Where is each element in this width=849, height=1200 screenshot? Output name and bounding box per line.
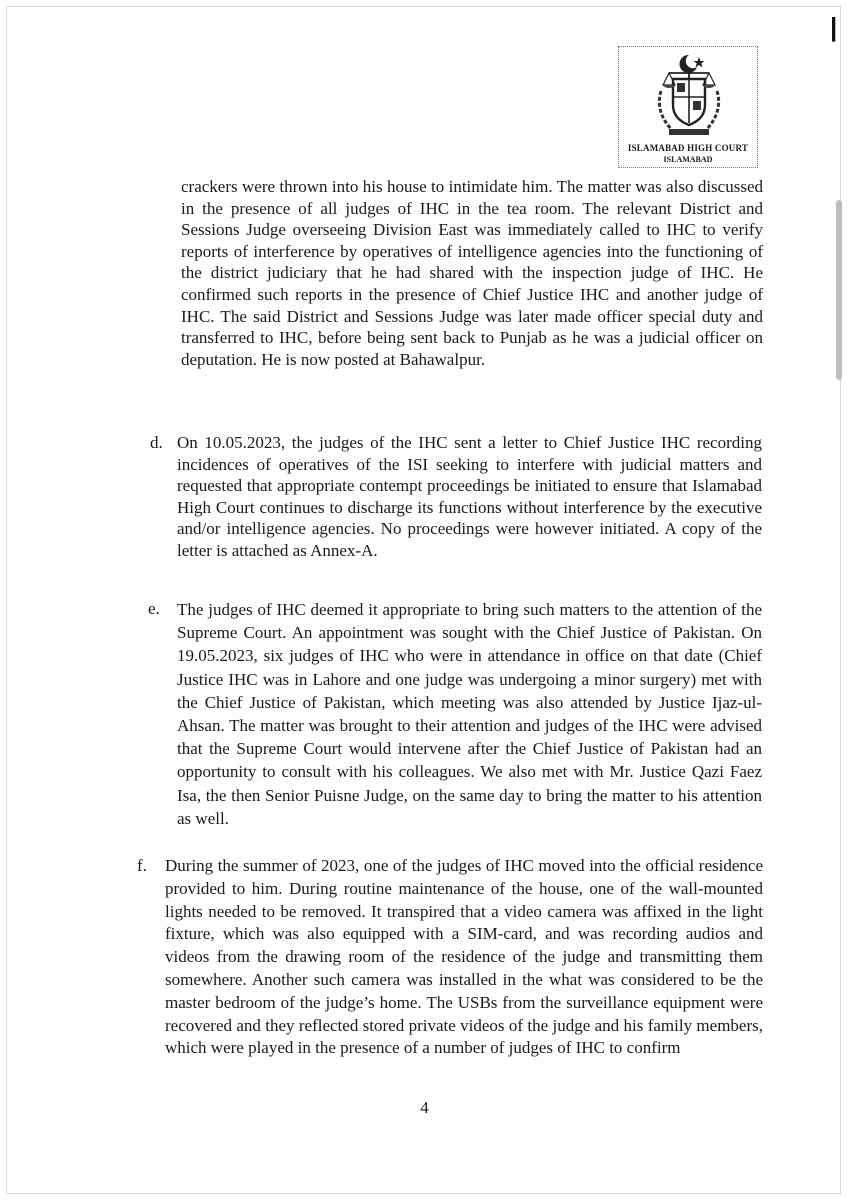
item-paragraph-f: During the summer of 2023, one of the judges of IHC moved into the official residence provided to him. During routine maintenance of the house, one of the wall-mounted lights needed to be removed. It transpired that a video camera was affixed in the light fixture, which was also equipped with a SIM-card, and was recording audios and videos from the drawing room of the residence of the judge and transmitting them somewhere. Another such camera was installed in the what was considered to be the master bedroom of the judge’s home. The USBs from the surveillance equipment were recovered and they reflected stored private videos of the judge and his family members, which were played in the presence of a number of judges of IHC to confirm bbox=[165, 856, 763, 1058]
item-letter-e: e. bbox=[148, 599, 160, 618]
page-corner-mark: | bbox=[830, 12, 838, 42]
scrollbar-thumb[interactable] bbox=[836, 200, 842, 380]
item-letter-d: d. bbox=[150, 433, 163, 452]
seal-court-name: ISLAMABAD HIGH COURT bbox=[627, 143, 749, 153]
item-letter-f: f. bbox=[137, 856, 147, 875]
emblem-icon bbox=[647, 51, 731, 141]
seal-city-name: ISLAMABAD bbox=[663, 155, 713, 164]
court-seal-stamp bbox=[618, 46, 758, 168]
page-number: 4 bbox=[420, 1098, 429, 1117]
intro-paragraph: crackers were thrown into his house to intimidate him. The matter was also discussed in the presence of all judges of IHC in the tea room. The relevant District and Sessions Judge overseeing Division East was immediately called to IHC to verify reports of interference by operatives of intelligence agencies into the functioning of the district judiciary that he had shared with the inspection judge of IHC. He confirmed such reports in the presence of Chief Justice IHC and another judge of IHC. The said District and Sessions Judge was later made officer special duty and transferred to IHC, before being sent back to Punjab as he was a judicial officer on deputation. He is now posted at Bahawalpur. bbox=[181, 177, 763, 369]
item-paragraph-e: The judges of IHC deemed it appropriate to bring such matters to the attention of the Supreme Court. An appointment was sought with the Chief Justice of Pakistan. On 19.05.2023, six judges of IHC who were in attendance in office on that date (Chief Justice IHC was in Lahore and one judge was undergoing a minor surgery) met with the Chief Justice of Pakistan, which meeting was also attended by Justice Ijaz-ul-Ahsan. The matter was brought to their attention and judges of the IHC were advised that the Supreme Court would intervene after the Chief Justice of Pakistan had an opportunity to consult with his colleagues. We also met with Mr. Justice Qazi Faez Isa, the then Senior Puisne Judge, on the same day to bring the matter to his attention as well. bbox=[177, 600, 762, 828]
item-paragraph-d: On 10.05.2023, the judges of the IHC sent a letter to Chief Justice IHC recording incidences of operatives of the ISI seeking to interfere with judicial matters and requested that appropriate contempt proceedings be initiated to ensure that Islamabad High Court continues to discharge its functions without interference by the executive and/or intelligence agencies. No proceedings were however initiated. A copy of the letter is attached as Annex-A. bbox=[177, 433, 762, 560]
